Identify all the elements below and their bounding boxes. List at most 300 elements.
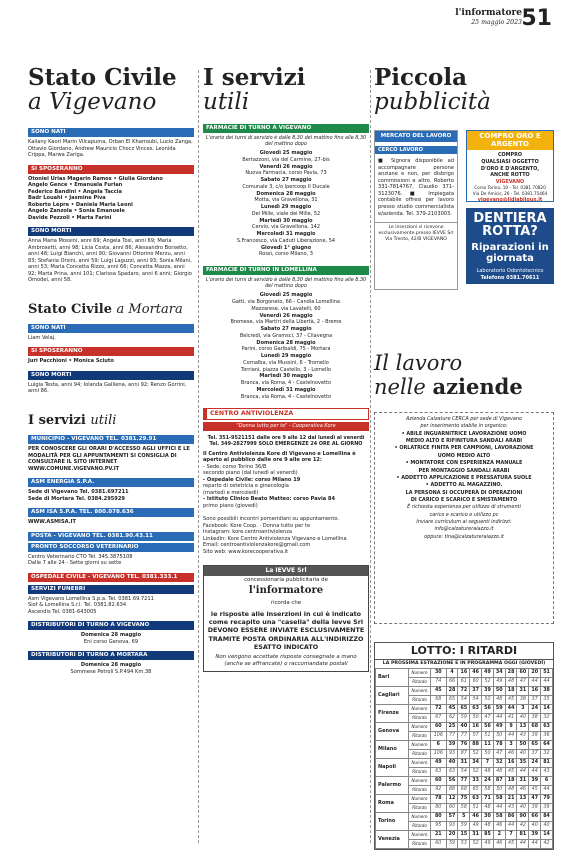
- list-item: Otoniel Urias Magarin Ramos • Giulia Giordano: [28, 175, 163, 182]
- sposati-bar: SI SPOSERANNO: [28, 165, 194, 174]
- lotto-number: 59: [493, 704, 505, 713]
- list-item: Martedì 30 maggio: [259, 217, 313, 224]
- municipio-info: PER CONOSCERE GLI ORARI D'ACCESSO AGLI UFFICI E LE MODALITÀ PER GLI APPUNTAMENTI SI CONSIGLIA DI CONSULTARE IL SITO INTERNET WWW.COMUNE.VIGEVANO.PV.IT: [28, 446, 190, 472]
- list-item: Il Centro Antiviolenza Kore di Vigevano e Lomellina è aperto al pubblico dalle ore 9 alle ore 12:: [203, 450, 356, 464]
- lotto-number: 12: [446, 794, 458, 803]
- lotto-delay: 54: [458, 767, 470, 776]
- lotto-city: Roma: [376, 794, 409, 812]
- ospedale-bar: OSPEDALE CIVILE - VIGEVANO TEL. 0381.333.1: [28, 573, 194, 582]
- section-title-piccola-pubblicita: [374, 66, 554, 114]
- lotto-delay: 87: [458, 749, 470, 758]
- list-item: info@calzatureraiazzo.it: [434, 526, 494, 533]
- lotto-ritardi: [374, 642, 554, 850]
- lotto-delay: 44: [541, 785, 553, 794]
- list-item: • MONTATORE CON ESPERIENZA MANUALE: [405, 460, 523, 467]
- lotto-delay: 52: [470, 839, 482, 848]
- lotto-delay: 43: [541, 767, 553, 776]
- lotto-delay: 54: [470, 695, 482, 704]
- lotto-number: 63: [541, 722, 553, 731]
- list-item: Domenica 28 maggio: [80, 632, 142, 639]
- list-item: - Sede: corso Torino 36/B: [203, 463, 267, 470]
- list-item: primo piano (giovedì): [203, 502, 258, 509]
- list-item: carico e scarico e utilizzo pc: [429, 511, 499, 518]
- list-item: DI CARICO E SCARICO E SMISTAMENTO: [410, 496, 518, 503]
- lotto-delay: 77: [458, 731, 470, 740]
- lotto-city: Torino: [376, 812, 409, 830]
- lotto-delay: 63: [446, 767, 458, 776]
- lotto-delay: 44: [505, 731, 517, 740]
- lotto-city: Venezia: [376, 830, 409, 848]
- lotto-delay: 46: [493, 821, 505, 830]
- lotto-row-label: Numero: [409, 722, 431, 731]
- dentiera-line: Laboratorio Odontotecnico: [476, 268, 544, 274]
- lotto-delay: 66: [446, 677, 458, 686]
- lotto-delay: 44: [505, 821, 517, 830]
- lotto-number: 25: [446, 722, 458, 731]
- column-piccola-pubblicita: [374, 64, 554, 847]
- ievve-head: La IEVVE Srl: [204, 566, 368, 576]
- lotto-number: 40: [446, 758, 458, 767]
- lotto-delay: 95: [431, 821, 447, 830]
- lotto-delay: 88: [446, 785, 458, 794]
- section-title-mortara: [28, 302, 194, 318]
- list-item: Venerdì 26 maggio: [259, 312, 313, 319]
- ievve-line: concessionaria pubblicitaria de: [244, 576, 328, 583]
- sposati-list: [28, 176, 194, 222]
- lotto-row-label: Ritardo: [409, 749, 431, 758]
- dentiera-ad: [466, 208, 554, 284]
- cerco-lavoro-text: ■ Signora disponibile ad accompagnare persone anziane e non, per disbrigo commissioni e altro. Roberto 331-7814767, Claudio 371-3123076. ■ Impiegata contabile offresi per lavoro presso studio commercialista e/azienda. Tel. 379-2103003.: [378, 158, 454, 217]
- funebri-bar: SERVIZI FUNEBRI: [28, 585, 194, 594]
- list-item: Via De Amicis, 26 - Tel. 0381.75464: [472, 191, 548, 197]
- farmacie-lomellina-bar: FARMACIE DI TURNO IN LOMELLINA: [203, 266, 369, 275]
- lotto-number: 31: [517, 776, 529, 785]
- lotto-delay: 57: [470, 731, 482, 740]
- lotto-number: 44: [505, 704, 517, 713]
- section-title-servizi: [28, 413, 194, 429]
- lotto-delay: 38: [517, 695, 529, 704]
- lotto-number: 45: [446, 704, 458, 713]
- lotto-number: 21: [431, 830, 447, 839]
- list-item: Email: centroantiviolenzakore@gmail.com: [203, 542, 311, 549]
- title-main: Stato Civile: [28, 64, 177, 91]
- lotto-number: 21: [505, 794, 517, 803]
- lotto-number: 16: [458, 668, 470, 677]
- m-nati-bar: SONO NATI: [28, 324, 194, 333]
- m-morti-text: Luigia Testa, anni 94; Iolanda Galliena, anni 92; Renzo Gorrini, anni 86.: [28, 381, 187, 395]
- lotto-number: 65: [529, 740, 541, 749]
- list-item: Domenica 28 maggio: [256, 190, 316, 197]
- lotto-number: 37: [470, 686, 482, 695]
- lotto-number: 39: [529, 830, 541, 839]
- list-item: Gatti, via Borgonato, 66 - Candia Lomellina: [232, 299, 340, 306]
- list-item: Cornalba, via Mussini, 6 - Tromello: [243, 359, 329, 366]
- lotto-delay: 59: [458, 821, 470, 830]
- lotto-number: 81: [541, 758, 553, 767]
- lotto-number: 87: [493, 776, 505, 785]
- lotto-row-label: Ritardo: [409, 767, 431, 776]
- list-item: reparto di ostetricia e ginecologia: [203, 483, 289, 490]
- ievve-notice: [203, 565, 369, 672]
- list-item: È richiesta esperienza per utilizzo di strumenti: [407, 504, 521, 511]
- m-sposati-bar: SI SPOSERANNO: [28, 347, 194, 356]
- lotto-number: 49: [493, 722, 505, 731]
- lotto-delay: 50: [493, 731, 505, 740]
- lotto-delay: 43: [517, 731, 529, 740]
- lotto-number: 28: [505, 668, 517, 677]
- lotto-delay: 77: [446, 731, 458, 740]
- compro-oro-ad: [466, 130, 554, 202]
- lotto-table: [375, 668, 553, 849]
- table-row: [376, 740, 553, 749]
- brand: [455, 8, 522, 27]
- list-item: PER MONTAGGIO SANDALI ARABI: [418, 467, 510, 474]
- list-item: • ORLATRICE FINITA PER CAMPIONI, LAVORAZIONE: [394, 445, 534, 452]
- lotto-number: 20: [446, 830, 458, 839]
- list-item: Lunedì 29 maggio: [260, 353, 312, 360]
- list-item: oppure: tina@calzatureraiazzo.it: [424, 533, 504, 540]
- lotto-delay: 58: [482, 785, 494, 794]
- lotto-number: 78: [431, 794, 447, 803]
- section-title-servizi-utili: [203, 66, 369, 114]
- list-item: Giovedì 25 maggio: [259, 292, 313, 299]
- lotto-delay: 45: [505, 767, 517, 776]
- list-item: Torriani, piazza Castello, 3 - Lomello: [241, 366, 331, 373]
- list-item: Sito web: www.korecooperativa.it: [203, 548, 289, 555]
- lotto-delay: 50: [470, 713, 482, 722]
- lotto-delay: 45: [529, 785, 541, 794]
- lotto-delay: 37: [529, 695, 541, 704]
- list-item: Motta, via Gravellona, 31: [254, 197, 318, 204]
- lotto-number: 63: [470, 704, 482, 713]
- lotto-number: 14: [541, 830, 553, 839]
- lotto-number: 11: [482, 740, 494, 749]
- farmacie-vigevano-list: [203, 150, 369, 258]
- lotto-delay: 49: [470, 821, 482, 830]
- lotto-number: 88: [470, 740, 482, 749]
- lotto-number: 20: [529, 668, 541, 677]
- lotto-number: 40: [458, 722, 470, 731]
- list-item: Bremese, via Martiri della Libertà, 2 - Breme: [230, 319, 342, 326]
- lotto-number: 63: [470, 794, 482, 803]
- lotto-delay: 60: [470, 677, 482, 686]
- lotto-number: 39: [482, 686, 494, 695]
- lotto-delay: 40: [529, 821, 541, 830]
- asm-text: [28, 489, 194, 502]
- lotto-delay: 60: [431, 839, 447, 848]
- column-divider: [198, 70, 199, 843]
- list-item: D'ORO E D'ARGENTO,: [480, 165, 540, 172]
- lotto-number: 3: [517, 704, 529, 713]
- lotto-delay: 48: [493, 695, 505, 704]
- distr-vigevano-text: [28, 632, 194, 645]
- lotto-delay: 45: [505, 695, 517, 704]
- lotto-number: 18: [505, 686, 517, 695]
- lotto-number: 77: [458, 776, 470, 785]
- lotto-number: 81: [517, 830, 529, 839]
- lotto-number: 85: [482, 830, 494, 839]
- list-item: Lunedì 29 maggio: [260, 204, 312, 211]
- list-item: MEDIO ALTO E RIFINITURA SANDALI ARABI: [405, 438, 523, 445]
- lotto-delay: 65: [470, 785, 482, 794]
- list-item: Linkedin: Kore Centro Antiviolenza Vigevano e Lomellina: [203, 535, 347, 542]
- mercato-lavoro-box: [374, 130, 458, 290]
- section-title-lavoro: [374, 352, 523, 399]
- title-main: I servizi: [203, 64, 306, 91]
- list-item: Asm Vigevano Lomellina S.p.a. Tel. 0381.69.7211: [28, 595, 154, 602]
- list-item: Sabato 27 maggio: [260, 326, 312, 333]
- lotto-number: 72: [458, 686, 470, 695]
- list-item: Corso Torino, 10 - Tel. 0381.70820: [474, 185, 546, 191]
- lotto-number: 66: [529, 812, 541, 821]
- lotto-number: 60: [517, 668, 529, 677]
- pronto-bar: PRONTO SOCCORSO VETERINARIO: [28, 543, 194, 552]
- lotto-delay: 40: [541, 821, 553, 830]
- lotto-number: 34: [470, 758, 482, 767]
- title-sub: pubblicità: [374, 89, 491, 115]
- list-item: Martedì 30 maggio: [259, 373, 313, 380]
- lotto-row-label: Ritardo: [409, 821, 431, 830]
- lotto-delay: 48: [482, 767, 494, 776]
- list-item: Nuova Farmacia, corso Pavia, 73: [245, 170, 327, 177]
- antiviolenza-text: [203, 451, 369, 555]
- lotto-delay: 106: [431, 749, 447, 758]
- lotto-delay: 63: [431, 767, 447, 776]
- lotto-number: 15: [458, 830, 470, 839]
- lotto-row-label: Numero: [409, 830, 431, 839]
- table-row: [376, 812, 553, 821]
- list-item: LA PERSONA SI OCCUPERÀ DI OPERAZIONI: [405, 489, 523, 496]
- lotto-delay: 59: [458, 713, 470, 722]
- lotto-number: 79: [541, 794, 553, 803]
- ievve-brand: l'informatore: [248, 585, 324, 597]
- lotto-number: 28: [446, 686, 458, 695]
- list-item: Parini, corso Garibaldi, 75 - Mortara: [241, 346, 331, 353]
- list-item: • ABILE INGUARNITRICE LAVORAZIONE UOMO: [401, 430, 527, 437]
- lotto-delay: 52: [470, 767, 482, 776]
- lotto-row-label: Ritardo: [409, 713, 431, 722]
- lotto-delay: 40: [517, 749, 529, 758]
- ievve-footnote: Non vengono accettate risposte consegnate a mano (anche se affrancate) o raccomandate postali: [215, 654, 357, 667]
- title-sub: utili: [90, 412, 117, 428]
- list-item: ANCHE ROTTO: [490, 172, 530, 179]
- list-item: Sommese Petroli S.P.494 Km.38: [70, 668, 152, 675]
- lotto-delay: 62: [446, 713, 458, 722]
- list-item: Instagram: kore.centroantiviolenza: [203, 529, 293, 536]
- lotto-delay: 37: [529, 749, 541, 758]
- title-main: Piccola: [374, 64, 468, 91]
- lotto-delay: 48: [482, 803, 494, 812]
- lotto-number: 35: [517, 758, 529, 767]
- lotto-row-label: Ritardo: [409, 803, 431, 812]
- lotto-number: 49: [482, 668, 494, 677]
- lotto-number: 76: [458, 740, 470, 749]
- lotto-number: 71: [482, 794, 494, 803]
- list-item: Branca, via Roma, 4 - Castelnovetto: [240, 380, 332, 387]
- asmisa-text: [28, 519, 194, 526]
- lotto-delay: 54: [458, 695, 470, 704]
- list-item: Roberto Lepre • Daniela Maria Leoni: [28, 201, 133, 208]
- title-main: Stato Civile: [28, 301, 113, 317]
- list-item: Dalle 7 alle 24 - Sette giorni su sette: [28, 560, 122, 567]
- list-item: Sono possibili incontri pomeridiani su appuntamento.: [203, 515, 340, 522]
- list-item: VIGEVANO: [495, 178, 525, 185]
- lotto-number: 24: [482, 776, 494, 785]
- lotto-delay: 45: [505, 839, 517, 848]
- lotto-number: 7: [482, 758, 494, 767]
- lotto-delay: 44: [493, 803, 505, 812]
- column-divider: [370, 70, 371, 843]
- lotto-delay: 48: [505, 785, 517, 794]
- table-row: [376, 794, 553, 803]
- dentiera-line: DENTIERA: [473, 211, 547, 226]
- lotto-delay: 59: [446, 839, 458, 848]
- list-item: • ADDETTO AL MAGAZZINO.: [425, 482, 503, 489]
- lotto-delay: 46: [517, 785, 529, 794]
- list-item: Rossi, corso Milano, 3: [259, 251, 313, 258]
- kore-strip: "Donna tutto per te" - Cooperativa Kore: [203, 422, 369, 430]
- lotto-delay: 36: [541, 731, 553, 740]
- calzature-ad: [374, 412, 554, 624]
- lotto-number: 4: [446, 668, 458, 677]
- lotto-delay: 44: [541, 677, 553, 686]
- lotto-delay: 44: [529, 677, 541, 686]
- lotto-delay: 67: [431, 713, 447, 722]
- title-main: I servizi: [28, 412, 86, 428]
- lotto-number: 84: [541, 812, 553, 821]
- lotto-delay: 49: [482, 839, 494, 848]
- ievve-line: ricorda che: [270, 599, 302, 606]
- lotto-delay: 68: [458, 785, 470, 794]
- list-item: Sede di Mortara Tel. 0384.295929: [28, 495, 125, 502]
- lotto-delay: 48: [505, 677, 517, 686]
- lotto-delay: 39: [529, 803, 541, 812]
- list-item: Sede di Vigevano Tel. 0381.697211: [28, 489, 129, 496]
- lotto-delay: 43: [505, 803, 517, 812]
- lotto-number: 56: [482, 704, 494, 713]
- lotto-number: 58: [493, 812, 505, 821]
- lotto-city: Napoli: [376, 758, 409, 776]
- lotto-row-label: Ritardo: [409, 785, 431, 794]
- posta-bar: POSTA - VIGEVANO TEL. 0381.90.43.11: [28, 532, 194, 541]
- lotto-delay: 49: [493, 677, 505, 686]
- ritiro-inserzioni: Le inserzioni si ricevono esclusivamente presso IEVVE Srl Via Trento, 42/B VIGEVANO: [375, 222, 457, 245]
- dentiera-line: Telefono 0381.70611: [480, 275, 540, 282]
- list-item: Cervio, via Gravellona, 142: [251, 224, 321, 231]
- lotto-number: 6: [541, 776, 553, 785]
- nati-bar: SONO NATI: [28, 128, 194, 137]
- farmacie-lomellina-list: [203, 292, 369, 400]
- lotto-number: 46: [470, 812, 482, 821]
- pronto-text: [28, 554, 194, 567]
- list-item: Inviare curriculum ai seguenti indirizzi:: [416, 519, 512, 526]
- lotto-delay: 40: [517, 713, 529, 722]
- farmacie-lomellina-note: L'orario dei turni di servizio è dalle 8,30 del mattino fino alle 8,30 del mattino dopo: [205, 277, 367, 290]
- lotto-number: 13: [517, 794, 529, 803]
- lotto-city: Cagliari: [376, 686, 409, 704]
- list-item: S.Francesco, via Caduti Liberazione, 54: [236, 237, 336, 244]
- title-sub: a Vigevano: [28, 89, 157, 115]
- lotto-number: 3: [505, 740, 517, 749]
- table-row: [376, 668, 553, 677]
- list-item: Angelo Zanzola • Sonia Emanuele: [28, 208, 125, 215]
- title-sub: aziende: [432, 374, 523, 400]
- list-item: • ADDETTO APPLICAZIONE E PRESSATURA SUOLE: [396, 474, 532, 481]
- lotto-number: 30: [482, 812, 494, 821]
- title-sub: utili: [203, 89, 250, 115]
- column-servizi: [203, 66, 369, 672]
- lotto-delay: 93: [446, 749, 458, 758]
- kore-phones: Tel. 351-9521151 dalle ore 9 alle 12 dal lunedì al venerdì Tel. 349-2827999 SOLO EMERGENZE 24 ORE AL GIORNO: [207, 434, 365, 447]
- list-item: Juri Pacchioni • Monica Sciuto: [28, 358, 114, 365]
- lotto-number: 58: [493, 794, 505, 803]
- lotto-number: 68: [529, 722, 541, 731]
- lotto-row-label: Numero: [409, 704, 431, 713]
- lotto-delay: 39: [541, 803, 553, 812]
- lotto-delay: 106: [431, 731, 447, 740]
- lotto-number: 49: [431, 758, 447, 767]
- compro-oro-title: COMPRO ORO E ARGENTO: [467, 131, 553, 150]
- asmisa-bar: ASM ISA S.P.A. TEL. 800.078.636: [28, 508, 194, 517]
- list-item: Bertazzoni, via del Carmine, 27-bis: [242, 156, 330, 163]
- lotto-delay: 50: [493, 785, 505, 794]
- lotto-city: Milano: [376, 740, 409, 758]
- list-item: Badr Louahi • Jasmine Piva: [28, 195, 106, 202]
- lotto-row-label: Ritardo: [409, 839, 431, 848]
- lotto-number: 57: [446, 812, 458, 821]
- lotto-number: 51: [541, 668, 553, 677]
- lotto-number: 60: [431, 722, 447, 731]
- lotto-number: 32: [493, 758, 505, 767]
- lotto-city: Firenze: [376, 704, 409, 722]
- lotto-number: 90: [517, 812, 529, 821]
- lotto-row-label: Numero: [409, 740, 431, 749]
- morti-bar: SONO MORTI: [28, 227, 194, 236]
- list-item: Venerdì 26 maggio: [259, 163, 313, 170]
- lotto-delay: 93: [446, 821, 458, 830]
- list-item: Mazzarese, via Lavatelli, 60: [251, 305, 321, 312]
- lotto-delay: 80: [431, 803, 447, 812]
- lotto-row-label: Ritardo: [409, 695, 431, 704]
- lotto-number: 38: [541, 686, 553, 695]
- list-item: per inserimento stabile in organico:: [420, 423, 508, 430]
- lotto-delay: 74: [431, 677, 447, 686]
- farmacie-vigevano-note: L'orario dei turni di servizio è dalle 8,30 del mattino fino alle 8,30 del mattino dopo: [205, 134, 367, 148]
- nati-text: Kailany Kaori Marin Vilcapuma, Orban El Kharroubi, Lucio Zanga, Ottavio Giordano, Andrew Mauricio Chocz Vinces, Leonida Crippa, Marwa Zariga.: [28, 138, 193, 159]
- lotto-number: 31: [517, 686, 529, 695]
- lotto-delay: 51: [482, 731, 494, 740]
- lotto-number: 72: [431, 704, 447, 713]
- funebri-text: [28, 596, 194, 616]
- lotto-delay: 47: [482, 713, 494, 722]
- table-row: [376, 722, 553, 731]
- list-item: Mercoledì 31 maggio: [256, 231, 316, 238]
- lotto-delay: 53: [458, 839, 470, 848]
- list-item: Belcredi, via Gramsci, 37 - Cilavegna: [239, 332, 333, 339]
- lotto-number: 75: [458, 794, 470, 803]
- lotto-delay: 47: [517, 677, 529, 686]
- lotto-delay: 50: [482, 749, 494, 758]
- lotto-number: 56: [482, 722, 494, 731]
- distr-mortara-bar: DISTRIBUTORI DI TURNO A MORTARA: [28, 651, 194, 660]
- column-stato-civile: [28, 66, 194, 675]
- lotto-delay: 60: [446, 803, 458, 812]
- distr-vigevano-bar: DISTRIBUTORI DI TURNO A VIGEVANO: [28, 621, 194, 630]
- municipio-bar: MUNICIPIO - VIGEVANO TEL. 0381.29.91: [28, 435, 194, 444]
- lotto-title: LOTTO: I RITARDI: [410, 644, 518, 657]
- table-row: [376, 830, 553, 839]
- lotto-delay: 51: [470, 803, 482, 812]
